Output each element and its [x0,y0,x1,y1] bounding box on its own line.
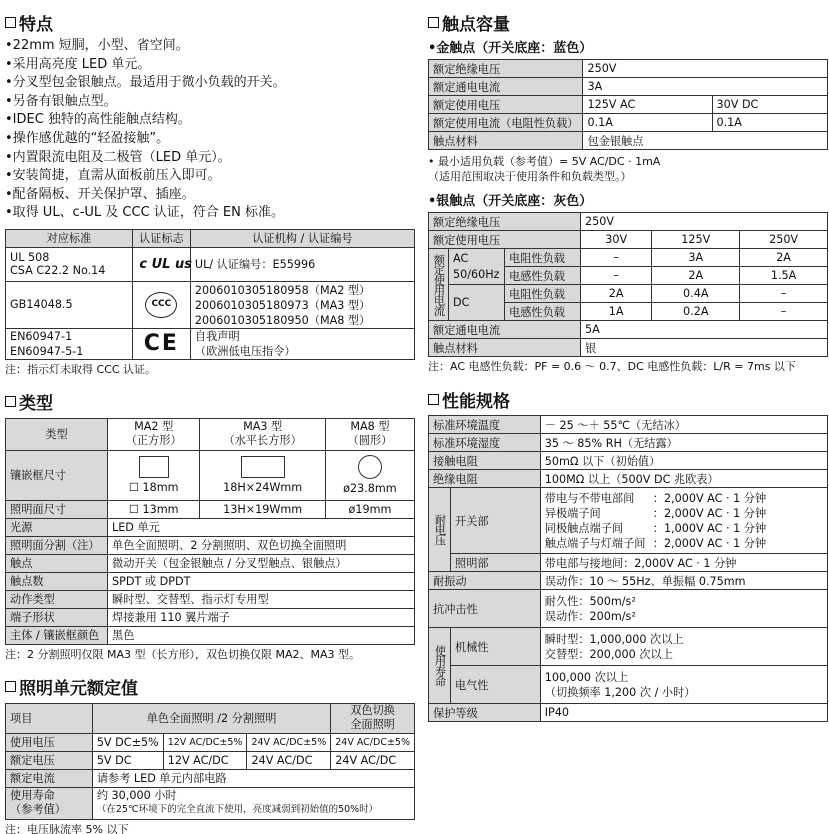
section-marker-icon [5,681,16,692]
cert-header: 认证机构 / 认证编号 [190,229,414,247]
silver-note: 注：AC 电感性负载：PF = 0.6 ～ 0.7、DC 电感性负载：L/R = 7ms 以下 [428,360,796,373]
types-header: 类型 [6,418,108,450]
feature-item: •操作感优越的“轻盈接触”。 [5,130,170,146]
ul-listed-mark-icon: c UL us [139,256,192,272]
type-ma2: MA2 型 （正方形） [108,418,200,450]
feature-item: •IDEC 独特的高性能触点结构。 [5,112,191,128]
ccc-mark-icon: CCC [145,292,177,318]
section-marker-icon [5,17,16,28]
lighting-table: 项目 单色全面照明 /2 分割照明 双色切换 全面照明 使用电压 5V DC±5% 12V AC/DC±5% 24V AC/DC±5% 24V AC/DC±5% 额定电压 5V DC 12V AC/DC 24V AC/DC 24V AC/DC 额定电流 请参考 LED 单元内部电路 使用寿命 （参考值） 约 30,000 小时 （在25℃环境下的完全直流下使用，亮度减弱到初始值的50%时） [5,703,415,820]
feature-item: •内置限流电阻及二极管（LED 单元）。 [5,149,231,165]
performance-table: 标准环境温度 － 25 ～＋ 55℃（无结冰） 标准环境湿度 35 ～ 85% RH（无结露） 接触电阻 50mΩ 以下（初始值） 绝缘电阻 100MΩ 以上（500V DC 兆欧表） 耐电压 开关部 带电与不带电部间 ：2,000V AC · 1 分钟 异极端子间 ：2,000V AC · 1 分钟 同极触点端子间 ：1,000V AC · 1 分钟 触点端子与灯端子间 ：2,000V AC · 1 分钟 照明部 带电部与接地间：2,000V AC · 1 分钟 耐振动 误动作：10 ～ 55Hz、单振幅 0.75mm 抗冲击性 耐久性：500m/s² 误动作：200m/s² 使用寿命 机械性 瞬时型：1,000,000 次以上 交替型：200,000 次以上 电气性 100,000 次以上 （切换频率 1,200 次 / 小时） 保护等级 IP40 [428,415,828,722]
feature-item: •另备有银触点型。 [5,93,117,109]
gold-contact-table: 额定绝缘电压 250V 额定通电电流 3A 额定使用电压 125V AC 30V DC 额定使用电流（电阻性负载） 0.1A 0.1A 触点材料 包金银触点 [428,59,828,150]
perf-heading: 性能规格 [428,388,828,410]
silver-contact-subtitle: •银触点（开关底座：灰色） [428,194,593,209]
silver-contact-table: 额定绝缘电压 250V 额定使用电压 30V 125V 250V 额定使用电流 AC 50/60Hz 电阻性负载 – 3A 2A 电感性负载 – 2A 1.5A DC 电阻性负载 2A 0.4A – 电感性负载 1A 0.2A – 额定通电电流 5A 触点材料 银 [428,212,828,357]
certification-table [5,229,415,360]
cert-std: GB14048.5 [6,281,133,328]
types-heading: 类型 [5,391,415,413]
feature-list [5,37,415,223]
section-marker-icon [428,17,439,28]
cert-std: EN60947-1 EN60947-5-1 [6,328,133,359]
left-column [5,0,415,834]
gold-contact-subtitle: •金触点（开关底座：蓝色） [428,41,593,56]
feature-item: •采用高亮度 LED 单元。 [5,56,151,72]
cert-org: 2006010305180958（MA2 型） 2006010305180973（MA3 型） 2006010305180950（MA8 型） [190,281,414,328]
cert-org: 自我声明 （欧洲低电压指令） [190,328,414,359]
contact-heading: 触点容量 [428,11,828,33]
section-marker-icon [5,396,16,407]
lighting-note: 注：电压脉流率 5% 以下 [5,822,129,834]
rectangle-shape-icon [241,456,285,478]
bezel-label: 镶嵌框尺寸 [6,450,108,500]
circle-shape-icon [358,455,382,479]
lighting-heading: 照明单元额定值 [5,676,415,698]
type-ma8: MA8 型 （圆形） [325,418,414,450]
feature-item: •安装简捷，直需从面板前压入即可。 [5,168,221,184]
square-shape-icon [139,456,169,478]
feature-item: •22mm 短胴，小型、省空间。 [5,38,189,53]
section-marker-icon [428,394,439,405]
type-ma3: MA3 型 （水平长方形） [200,418,325,450]
types-note: 注：2 分割照明仅限 MA3 型（长方形），双色切换仅限 MA2、MA3 型。 [5,647,361,661]
cert-header: 认证标志 [132,229,190,247]
ce-mark-icon: CE [143,331,179,357]
right-column [428,0,828,722]
cert-org: UL/ 认证编号：E55996 [190,247,414,281]
feature-item: •取得 UL、c-UL 及 CCC 认证，符合 EN 标准。 [5,205,284,221]
cert-note: 注：指示灯未取得 CCC 认证。 [5,362,157,376]
gold-note: • 最小适用负载（参考值）= 5V AC/DC · 1mA （适用范围取决于使用条件和负载类型。） [428,155,661,183]
cert-std: UL 508 CSA C22.2 No.14 [6,247,133,281]
features-heading: 特点 [5,11,415,33]
types-table: 类型 MA2 型 （正方形） MA3 型 （水平长方形） MA8 型 （圆形） 镶嵌框尺寸 ☐ 18mm 18H×24Wmm ø23.8mm 照明面尺寸 ☐ 13mm 13H×19Wmm ø19mm 光源 LED 单元 照明面分割（注） 单色全面照明、2 分割照明、双色切换全面照明 触点 微动开关（包金银触点 / 分叉型触点、银触点） 触点数 SPDT 或 DPDT 动作类型 瞬时型、交替型、指示灯专用型 端子形状 焊接兼用 110 翼片端子 主体 / 镶嵌框颜色 黑色 [5,418,415,645]
feature-item: •分叉型包金银触点。最适用于微小负载的开关。 [5,75,286,91]
feature-item: •配备隔板、开关保护罩、插座。 [5,186,195,202]
cert-header: 对应标准 [6,229,133,247]
